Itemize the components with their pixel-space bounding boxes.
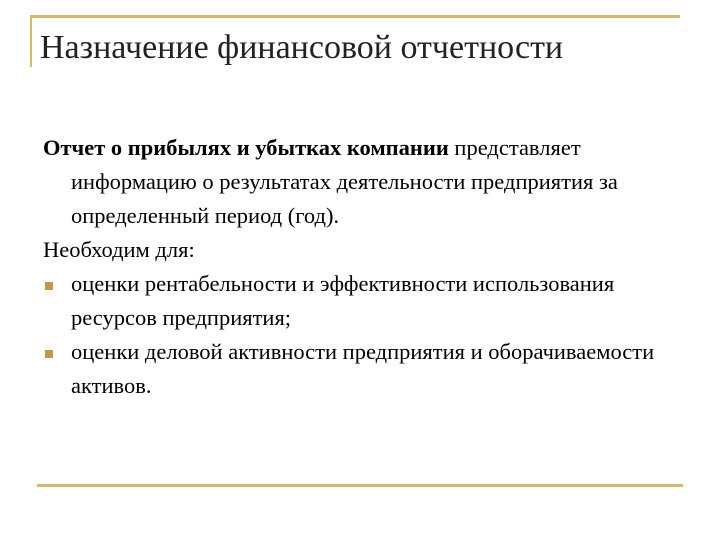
slide-title: Назначение финансовой отчетности: [40, 29, 564, 66]
square-bullet-icon: [45, 282, 53, 290]
bullet-text: оценки деловой активности предприятия и оборачиваемости активов.: [71, 339, 655, 398]
bottom-border-line: [37, 484, 683, 487]
square-bullet-icon: [45, 350, 53, 358]
bullet-item: [43, 267, 693, 335]
intro-text: представляет информацию о результатах деятельности предприятия за определенный период (год).: [71, 135, 618, 228]
bullet-item: [43, 335, 693, 403]
bullet-text: оценки рентабельности и эффективности использования ресурсов предприятия;: [71, 271, 615, 330]
slide-body: [43, 131, 693, 403]
needed-label: Необходим для:: [43, 237, 195, 262]
left-border-line: [30, 15, 32, 67]
intro-paragraph: [43, 131, 693, 233]
top-border-line: [30, 15, 680, 18]
intro-bold-text: Отчет о прибылях и убытках компании: [43, 135, 449, 160]
